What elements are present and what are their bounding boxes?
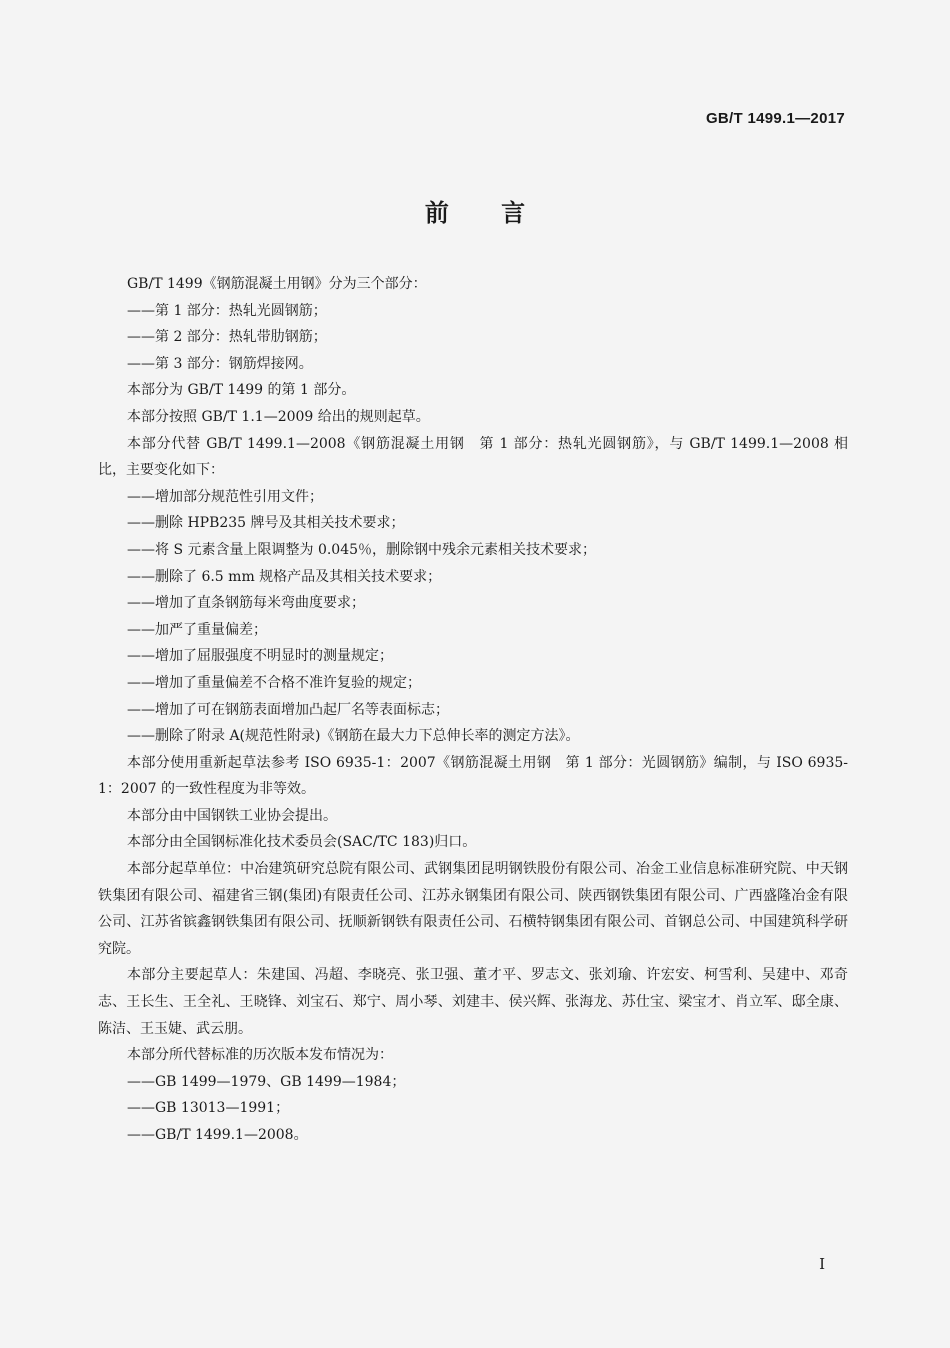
paragraph: 本部分为 GB/T 1499 的第 1 部分。 [127, 382, 356, 399]
list-item: ——加严了重量偏差； [127, 621, 267, 638]
paragraph: 本部分由全国钢标准化技术委员会(SAC/TC 183)归口。 [127, 834, 477, 851]
body-text [98, 271, 848, 1149]
paragraph: 本部分起草单位：中冶建筑研究总院有限公司、武钢集团昆明钢铁股份有限公司、冶金工业信息标准研究院、中天钢铁集团有限公司、福建省三钢(集团)有限责任公司、江苏永钢集团有限公司、陕西钢铁集团有限公司、广西盛隆冶金有限公司、江苏省镔鑫钢铁集团有限公司、抚顺新钢铁有限责任公司、石横特钢集团有限公司、首钢总公司、中国建筑科学研究院。 [98, 861, 848, 957]
list-item: ——GB 13013—1991； [127, 1100, 290, 1117]
page-title: 前 言 [424, 198, 548, 227]
paragraph: 本部分代替 GB/T 1499.1—2008《钢筋混凝土用钢 第 1 部分：热轧光圆钢筋》，与 GB/T 1499.1—2008 相比，主要变化如下： [98, 435, 848, 479]
list-item: ——删除了 6.5 mm 规格产品及其相关技术要求； [127, 568, 442, 585]
paragraph: 本部分由中国钢铁工业协会提出。 [127, 807, 337, 824]
standard-code: GB/T 1499.1—2017 [705, 110, 845, 127]
list-item: ——增加部分规范性引用文件； [127, 488, 323, 505]
list-item: ——增加了直条钢筋每米弯曲度要求； [127, 595, 365, 612]
page-number: I [819, 1255, 825, 1273]
list-item: ——增加了可在钢筋表面增加凸起厂名等表面标志； [127, 701, 449, 718]
paragraph: 本部分所代替标准的历次版本发布情况为： [127, 1047, 393, 1064]
list-item: ——第 1 部分：热轧光圆钢筋； [127, 302, 327, 319]
list-item: ——增加了屈服强度不明显时的测量规定； [127, 648, 393, 665]
paragraph: 本部分主要起草人：朱建国、冯超、李晓亮、张卫强、董才平、罗志文、张刘瑜、许宏安、柯雪利、吴建中、邓奇志、王长生、王全礼、王晓锋、刘宝石、郑宁、周小琴、刘建丰、侯兴辉、张海龙、苏仕宝、梁宝才、肖立军、邸全康、陈洁、王玉婕、武云朋。 [98, 967, 848, 1037]
list-item: ——删除 HPB235 牌号及其相关技术要求； [127, 515, 405, 532]
list-item: ——GB/T 1499.1—2008。 [127, 1127, 308, 1143]
list-item: ——第 3 部分：钢筋焊接网。 [127, 355, 313, 372]
list-item: ——删除了附录 A(规范性附录)《钢筋在最大力下总伸长率的测定方法》。 [127, 728, 580, 745]
paragraph: 本部分使用重新起草法参考 ISO 6935-1：2007《钢筋混凝土用钢 第 1 部分：光圆钢筋》编制，与 ISO 6935-1：2007 的一致性程度为非等效。 [98, 754, 848, 798]
list-item: ——增加了重量偏差不合格不准许复验的规定； [127, 674, 421, 691]
list-item: ——第 2 部分：热轧带肋钢筋； [127, 329, 327, 346]
list-item: ——GB 1499—1979、GB 1499—1984； [127, 1073, 406, 1090]
paragraph: GB/T 1499《钢筋混凝土用钢》分为三个部分： [127, 276, 427, 292]
paragraph: 本部分按照 GB/T 1.1—2009 给出的规则起草。 [127, 408, 430, 425]
list-item: ——将 S 元素含量上限调整为 0.045％，删除钢中残余元素相关技术要求； [127, 541, 597, 558]
